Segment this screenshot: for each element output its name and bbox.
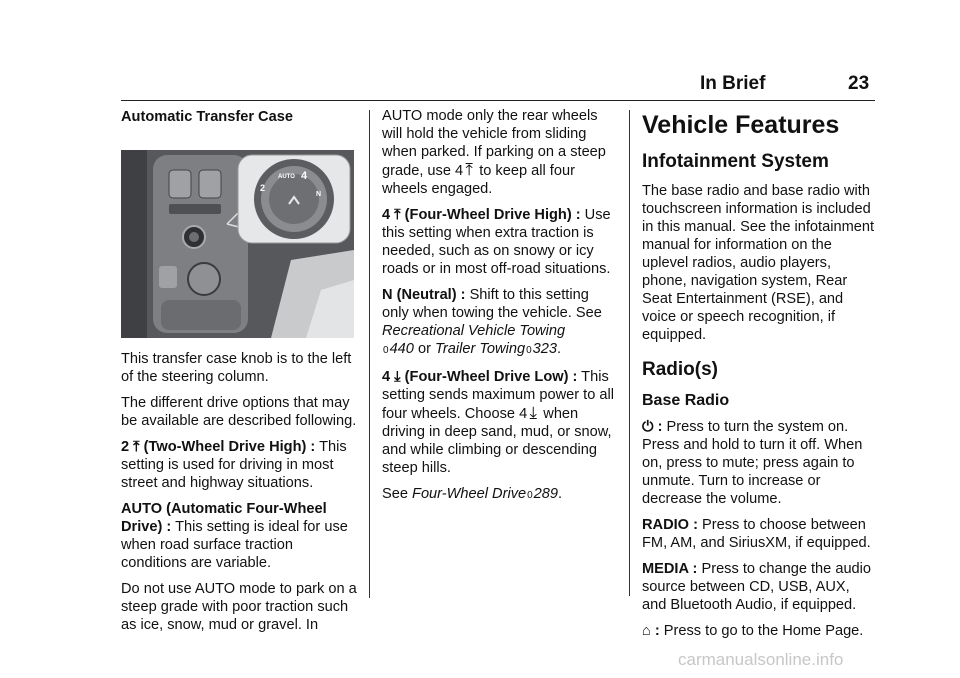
auto-label: AUTO (Automatic Four-Wheel Drive) : (121, 501, 327, 535)
power-item (642, 418, 876, 508)
four-wheel-high-text: Use this setting when extra traction is needed, such as on snowy or icy roads or in most off-road situations. (382, 207, 611, 277)
see-label: See (382, 486, 408, 502)
power-icon: ⏻ : (642, 419, 663, 435)
infotainment-paragraph: The base radio and base radio with touchscreen information is included in this manual. See the infotainment manual for information on the uplevel radios, audio players, phone, navigation system, Rear Seat Entertainment (RSE), and voice or speech recognition, if equipped. (642, 183, 875, 343)
ref-trailer-towing-link[interactable]: Trailer Towing (435, 341, 526, 357)
page-ref-icon: 0 (526, 345, 532, 356)
arrow-up-high-icon: ⤒ (465, 160, 473, 179)
photo-caption: This transfer case knob is to the left of the steering column. (121, 351, 352, 385)
ref-trailer-towing-page[interactable]: 323 (532, 341, 557, 357)
neutral-label: N (Neutral) : (382, 287, 466, 303)
drive-options-intro: The different drive options that may be available are described following. (121, 395, 357, 429)
section-heading: Automatic Transfer Case (121, 109, 293, 125)
infotainment-heading: Infotainment System (642, 151, 829, 172)
column-3 (642, 110, 876, 648)
auto-text: This setting is ideal for use when road surface traction conditions are variable. (121, 519, 348, 571)
four-wheel-low-item (382, 368, 618, 477)
four-wheel-low-text-2: when driving in deep sand, mud, or snow, and while climbing or descending steep hills. (382, 406, 612, 476)
radio-item (642, 516, 876, 552)
column-1 (121, 108, 359, 642)
do-not-use-auto-paragraph: Do not use AUTO mode to park on a steep grade with poor traction such as ice, snow, mud or gravel. In (121, 581, 357, 633)
home-item (642, 622, 876, 640)
ref-or: or (417, 341, 431, 357)
auto-continued-text-2: to keep all four wheels engaged. (382, 163, 575, 197)
neutral-text: Shift to this setting only when towing the vehicle. See (382, 287, 602, 321)
ref-four-wheel-drive-link[interactable]: Four-Wheel Drive (412, 486, 527, 502)
media-label: MEDIA : (642, 561, 698, 577)
ref-recreational-towing-page[interactable]: 440 (389, 341, 414, 357)
radio-text: Press to choose between FM, AM, and SiriusXM, if equipped. (642, 517, 871, 551)
two-wheel-high-label: 2 ⤒ (Two-Wheel Drive High) : (121, 439, 316, 455)
knob-4-label: 4 (301, 170, 308, 182)
base-radio-heading: Base Radio (642, 392, 730, 409)
see-four-wheel-drive: See Four-Wheel Drive0289. (382, 486, 563, 502)
column-2 (382, 107, 618, 513)
vehicle-features-heading: Vehicle Features (642, 111, 840, 139)
two-wheel-high-item (121, 438, 359, 492)
page-number: 23 (848, 73, 870, 94)
four-wheel-low-label: 4 ⤓ (Four-Wheel Drive Low) : (382, 369, 578, 385)
knob-auto-label: AUTO (278, 174, 295, 180)
four-wheel-low-text-1: This setting sends maximum power to all four wheels. Choose 4 (382, 369, 614, 422)
column-divider-2 (629, 110, 630, 596)
site-watermark: carmanualsonline.info (678, 650, 844, 669)
radio-label: RADIO : (642, 517, 698, 533)
media-text: Press to change the audio source between CD, USB, AUX, and Bluetooth Audio, if equipped. (642, 561, 872, 613)
auto-continued-text-1: AUTO mode only the rear wheels will hold the vehicle from sliding when parked. If parking on a steep grade, use 4 (382, 108, 606, 179)
transfer-case-illustration (121, 150, 354, 338)
home-text: Press to go to the Home Page. (663, 623, 864, 639)
two-wheel-high-text: This setting is used for driving in most street and highway situations. (121, 439, 347, 491)
auto-continued-paragraph (382, 107, 618, 198)
column-divider-1 (369, 110, 370, 598)
four-wheel-high-item (382, 206, 618, 278)
page-ref-icon: 0 (527, 490, 533, 501)
arrow-down-low-icon: ⤓ (529, 403, 537, 422)
four-wheel-high-label: 4 ⤒ (Four-Wheel Drive High) : (382, 207, 581, 223)
knob-2-label: 2 (260, 183, 266, 193)
knob-n-label: N (316, 191, 322, 198)
page-header-title: In Brief (700, 73, 766, 94)
auto-item (121, 500, 359, 572)
transfer-case-knob-photo (121, 150, 354, 338)
ref-recreational-towing-link[interactable]: Recreational Vehicle Towing (382, 323, 566, 339)
neutral-item: N (Neutral) : Shift to this setting only when towing the vehicle. See Recreational Vehicle Towing 0440 or Trailer Towing0323. (382, 287, 602, 357)
page-ref-icon: 0 (383, 345, 389, 356)
power-text: Press to turn the system on. Press and hold to turn it off. When on, press to mute; press again to unmute. Turn to increase or decrease the volume. (642, 419, 863, 507)
home-icon: ⌂ : (642, 623, 660, 639)
media-item (642, 560, 876, 614)
header-rule (121, 100, 875, 101)
ref-four-wheel-drive-page[interactable]: 289 (533, 486, 559, 502)
radios-heading: Radio(s) (642, 359, 718, 380)
